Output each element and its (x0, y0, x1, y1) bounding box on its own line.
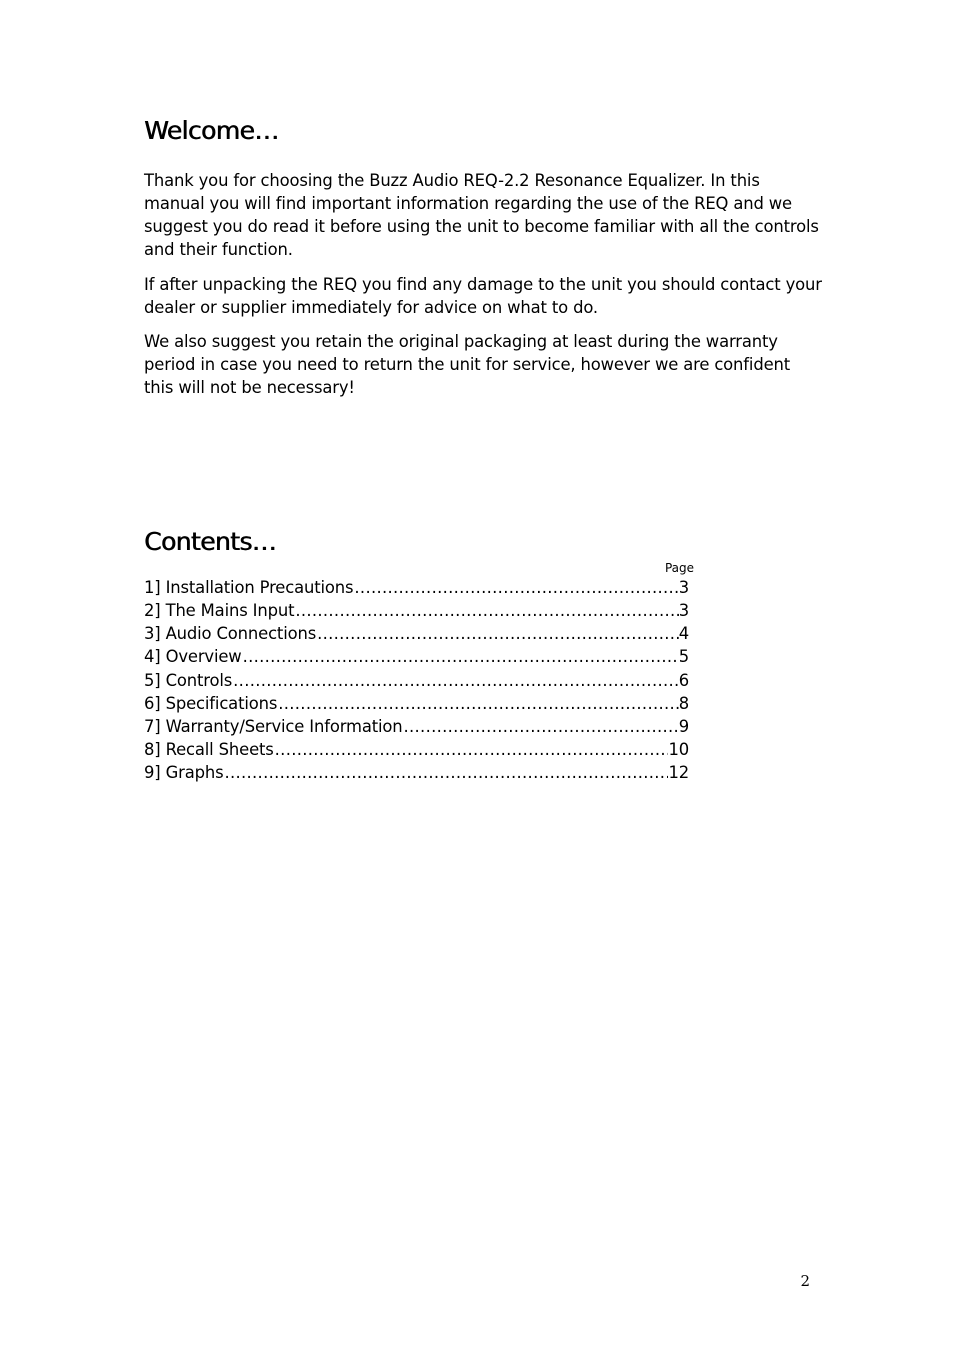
table-of-contents (144, 576, 689, 784)
contents-heading: Contents… (144, 527, 277, 556)
toc-entry-page: 5 (678, 647, 689, 667)
toc-entry-warranty-service[interactable] (144, 715, 689, 738)
welcome-paragraph-2: If after unpacking the REQ you find any damage to the unit you should contact your dealer or supplier immediately for advice on what to do. (144, 275, 822, 317)
toc-entry-page: 3 (678, 601, 689, 621)
toc-leader-dots (403, 715, 679, 738)
toc-leader-dots (277, 692, 678, 715)
welcome-paragraph-1: Thank you for choosing the Buzz Audio REQ-2.2 Resonance Equalizer. In this manual you will find important information regarding the use of the REQ and we suggest you do read it before using the unit to become familiar with all the controls and their function. (144, 171, 819, 259)
toc-entry-audio-connections[interactable] (144, 622, 689, 645)
toc-entry-specifications[interactable] (144, 692, 689, 715)
toc-entry-label: 3] Audio Connections (144, 624, 317, 644)
toc-entry-label: 5] Controls (144, 670, 233, 690)
toc-entry-label: 2] The Mains Input (144, 601, 295, 621)
toc-leader-dots (294, 599, 678, 622)
toc-entry-page: 9 (678, 716, 689, 736)
welcome-paragraph-3: We also suggest you retain the original packaging at least during the warranty period in case you need to return the unit for service, however we are confident this will not be necessary! (144, 332, 791, 397)
toc-leader-dots (232, 669, 679, 692)
toc-entry-controls[interactable] (144, 669, 689, 692)
toc-entry-installation-precautions[interactable] (144, 576, 689, 599)
toc-entry-label: 9] Graphs (144, 763, 224, 783)
toc-leader-dots (274, 738, 669, 761)
page-number: 2 (800, 1272, 810, 1290)
toc-entry-label: 1] Installation Precautions (144, 578, 354, 597)
toc-entry-page: 10 (668, 739, 689, 759)
toc-page-column-label: Page (664, 561, 694, 575)
toc-entry-page: 8 (678, 693, 689, 713)
toc-entry-label: 8] Recall Sheets (144, 739, 274, 759)
toc-leader-dots (242, 645, 679, 668)
toc-entry-page: 6 (678, 670, 689, 690)
toc-entry-label: 6] Specifications (144, 693, 278, 713)
toc-entry-graphs[interactable] (144, 761, 689, 784)
welcome-heading: Welcome… (144, 116, 279, 145)
toc-entry-page: 4 (678, 624, 689, 644)
toc-leader-dots (353, 576, 678, 599)
toc-entry-mains-input[interactable] (144, 599, 689, 622)
toc-entry-recall-sheets[interactable] (144, 738, 689, 761)
toc-entry-overview[interactable] (144, 645, 689, 668)
toc-entry-page: 3 (678, 578, 689, 597)
toc-entry-page: 12 (668, 763, 689, 783)
toc-leader-dots (316, 622, 679, 645)
toc-leader-dots (224, 761, 669, 784)
toc-entry-label: 4] Overview (144, 647, 242, 667)
toc-entry-label: 7] Warranty/Service Information (144, 716, 403, 736)
